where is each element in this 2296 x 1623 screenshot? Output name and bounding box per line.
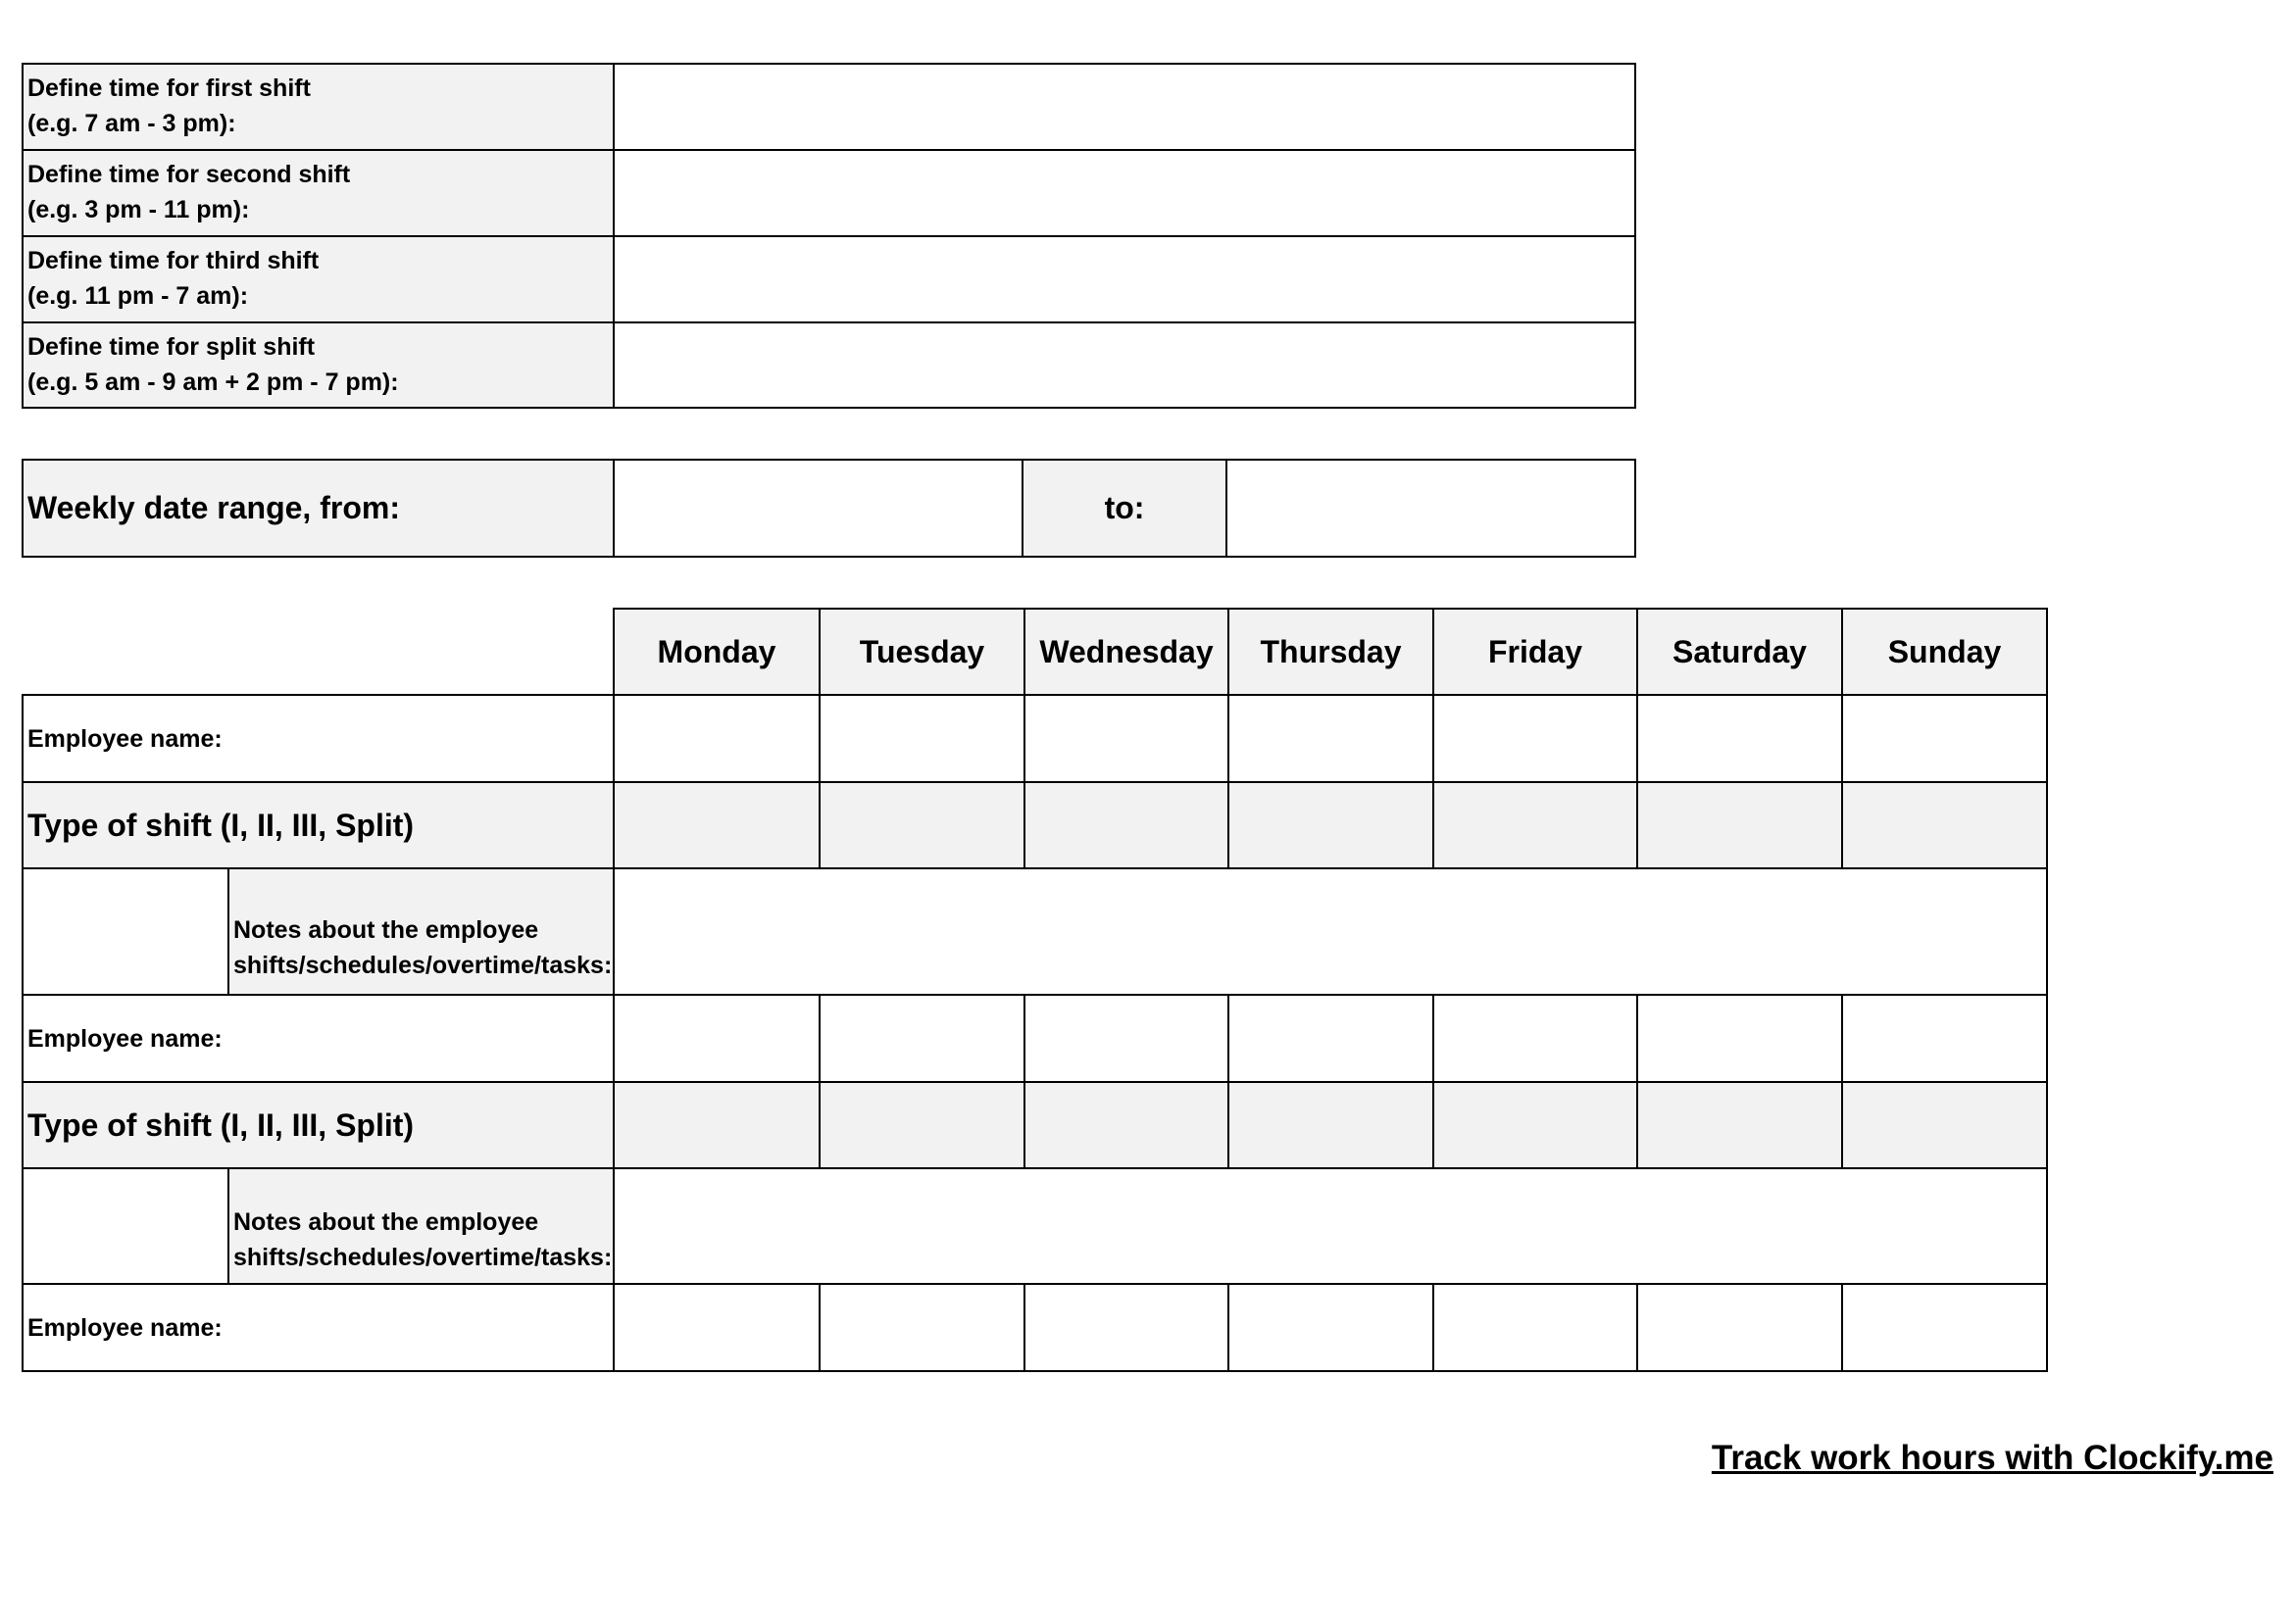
employee-name-thursday-input[interactable] (1227, 694, 1434, 783)
second-shift-input[interactable] (613, 149, 1636, 237)
employee-name-friday-input[interactable] (1432, 994, 1638, 1083)
day-header-tuesday: Tuesday (819, 608, 1025, 696)
split-shift-example: (e.g. 5 am - 9 am + 2 pm - 7 pm): (27, 369, 399, 396)
employee-name-saturday-input[interactable] (1636, 694, 1843, 783)
first-shift-input[interactable] (613, 63, 1636, 151)
shift-type-tuesday-input[interactable] (819, 781, 1025, 869)
day-header-saturday: Saturday (1636, 608, 1843, 696)
split-shift-label: Define time for split shift (27, 333, 316, 361)
employee-name-label: Employee name: (27, 724, 223, 753)
shift-type-label: Type of shift (I, II, III, Split) (27, 1107, 415, 1143)
date-range-to-input[interactable] (1225, 459, 1636, 558)
date-range-from-label: Weekly date range, from: (27, 490, 400, 525)
second-shift-label-cell (22, 149, 615, 237)
shift-type-wednesday-input[interactable] (1023, 1081, 1229, 1169)
notes-input[interactable] (613, 867, 2048, 996)
date-range-to-label: to: (1104, 490, 1145, 525)
shift-type-label-cell (22, 1081, 615, 1169)
employee-name-wednesday-input[interactable] (1023, 694, 1229, 783)
employee-name-thursday-input[interactable] (1227, 994, 1434, 1083)
date-range-from-label-cell (22, 459, 615, 558)
third-shift-example: (e.g. 11 pm - 7 am): (27, 282, 249, 310)
first-shift-label-cell (22, 63, 615, 151)
shift-type-monday-input[interactable] (613, 1081, 821, 1169)
employee-name-sunday-input[interactable] (1841, 994, 2048, 1083)
notes-spacer-cell (22, 867, 229, 996)
employee-name-saturday-input[interactable] (1636, 1283, 1843, 1372)
day-header-wednesday: Wednesday (1023, 608, 1229, 696)
day-header-friday: Friday (1432, 608, 1638, 696)
third-shift-label: Define time for third shift (27, 247, 320, 274)
notes-label-line1: Notes about the employee (233, 916, 539, 944)
shift-type-friday-input[interactable] (1432, 781, 1638, 869)
shift-type-thursday-input[interactable] (1227, 781, 1434, 869)
employee-name-label-cell (22, 1283, 615, 1372)
employee-name-friday-input[interactable] (1432, 1283, 1638, 1372)
employee-name-tuesday-input[interactable] (819, 994, 1025, 1083)
employee-name-tuesday-input[interactable] (819, 694, 1025, 783)
employee-name-sunday-input[interactable] (1841, 694, 2048, 783)
shift-type-monday-input[interactable] (613, 781, 821, 869)
shift-type-thursday-input[interactable] (1227, 1081, 1434, 1169)
shift-type-sunday-input[interactable] (1841, 1081, 2048, 1169)
split-shift-label-cell (22, 321, 615, 409)
shift-type-friday-input[interactable] (1432, 1081, 1638, 1169)
employee-name-label: Employee name: (27, 1313, 223, 1342)
shift-type-sunday-input[interactable] (1841, 781, 2048, 869)
employee-name-label-cell (22, 694, 615, 783)
employee-name-saturday-input[interactable] (1636, 994, 1843, 1083)
employee-name-label-cell (22, 994, 615, 1083)
shift-type-label-cell (22, 781, 615, 869)
notes-label-line2: shifts/schedules/overtime/tasks: (233, 1244, 613, 1271)
employee-name-tuesday-input[interactable] (819, 1283, 1025, 1372)
employee-name-friday-input[interactable] (1432, 694, 1638, 783)
employee-name-thursday-input[interactable] (1227, 1283, 1434, 1372)
first-shift-label: Define time for first shift (27, 74, 311, 102)
third-shift-input[interactable] (613, 235, 1636, 323)
notes-label-cell (227, 867, 615, 996)
day-header-monday: Monday (613, 608, 821, 696)
second-shift-example: (e.g. 3 pm - 11 pm): (27, 196, 250, 223)
employee-name-wednesday-input[interactable] (1023, 1283, 1229, 1372)
date-range-to-label-cell (1022, 459, 1227, 558)
notes-spacer-cell (22, 1167, 229, 1285)
split-shift-input[interactable] (613, 321, 1636, 409)
day-header-sunday: Sunday (1841, 608, 2048, 696)
date-range-from-input[interactable] (613, 459, 1023, 558)
clockify-link[interactable]: Track work hours with Clockify.me (1711, 1439, 2273, 1477)
first-shift-example: (e.g. 7 am - 3 pm): (27, 110, 236, 137)
employee-name-wednesday-input[interactable] (1023, 994, 1229, 1083)
notes-label-cell (227, 1167, 615, 1285)
employee-name-sunday-input[interactable] (1841, 1283, 2048, 1372)
employee-name-monday-input[interactable] (613, 694, 821, 783)
shift-type-saturday-input[interactable] (1636, 781, 1843, 869)
second-shift-label: Define time for second shift (27, 161, 351, 188)
notes-label-line2: shifts/schedules/overtime/tasks: (233, 952, 613, 979)
shift-type-saturday-input[interactable] (1636, 1081, 1843, 1169)
third-shift-label-cell (22, 235, 615, 323)
employee-name-label: Employee name: (27, 1024, 223, 1053)
shift-type-tuesday-input[interactable] (819, 1081, 1025, 1169)
shift-type-wednesday-input[interactable] (1023, 781, 1229, 869)
notes-label-line1: Notes about the employee (233, 1208, 539, 1236)
shift-type-label: Type of shift (I, II, III, Split) (27, 807, 415, 843)
employee-name-monday-input[interactable] (613, 994, 821, 1083)
notes-input[interactable] (613, 1167, 2048, 1285)
employee-name-monday-input[interactable] (613, 1283, 821, 1372)
day-header-thursday: Thursday (1227, 608, 1434, 696)
